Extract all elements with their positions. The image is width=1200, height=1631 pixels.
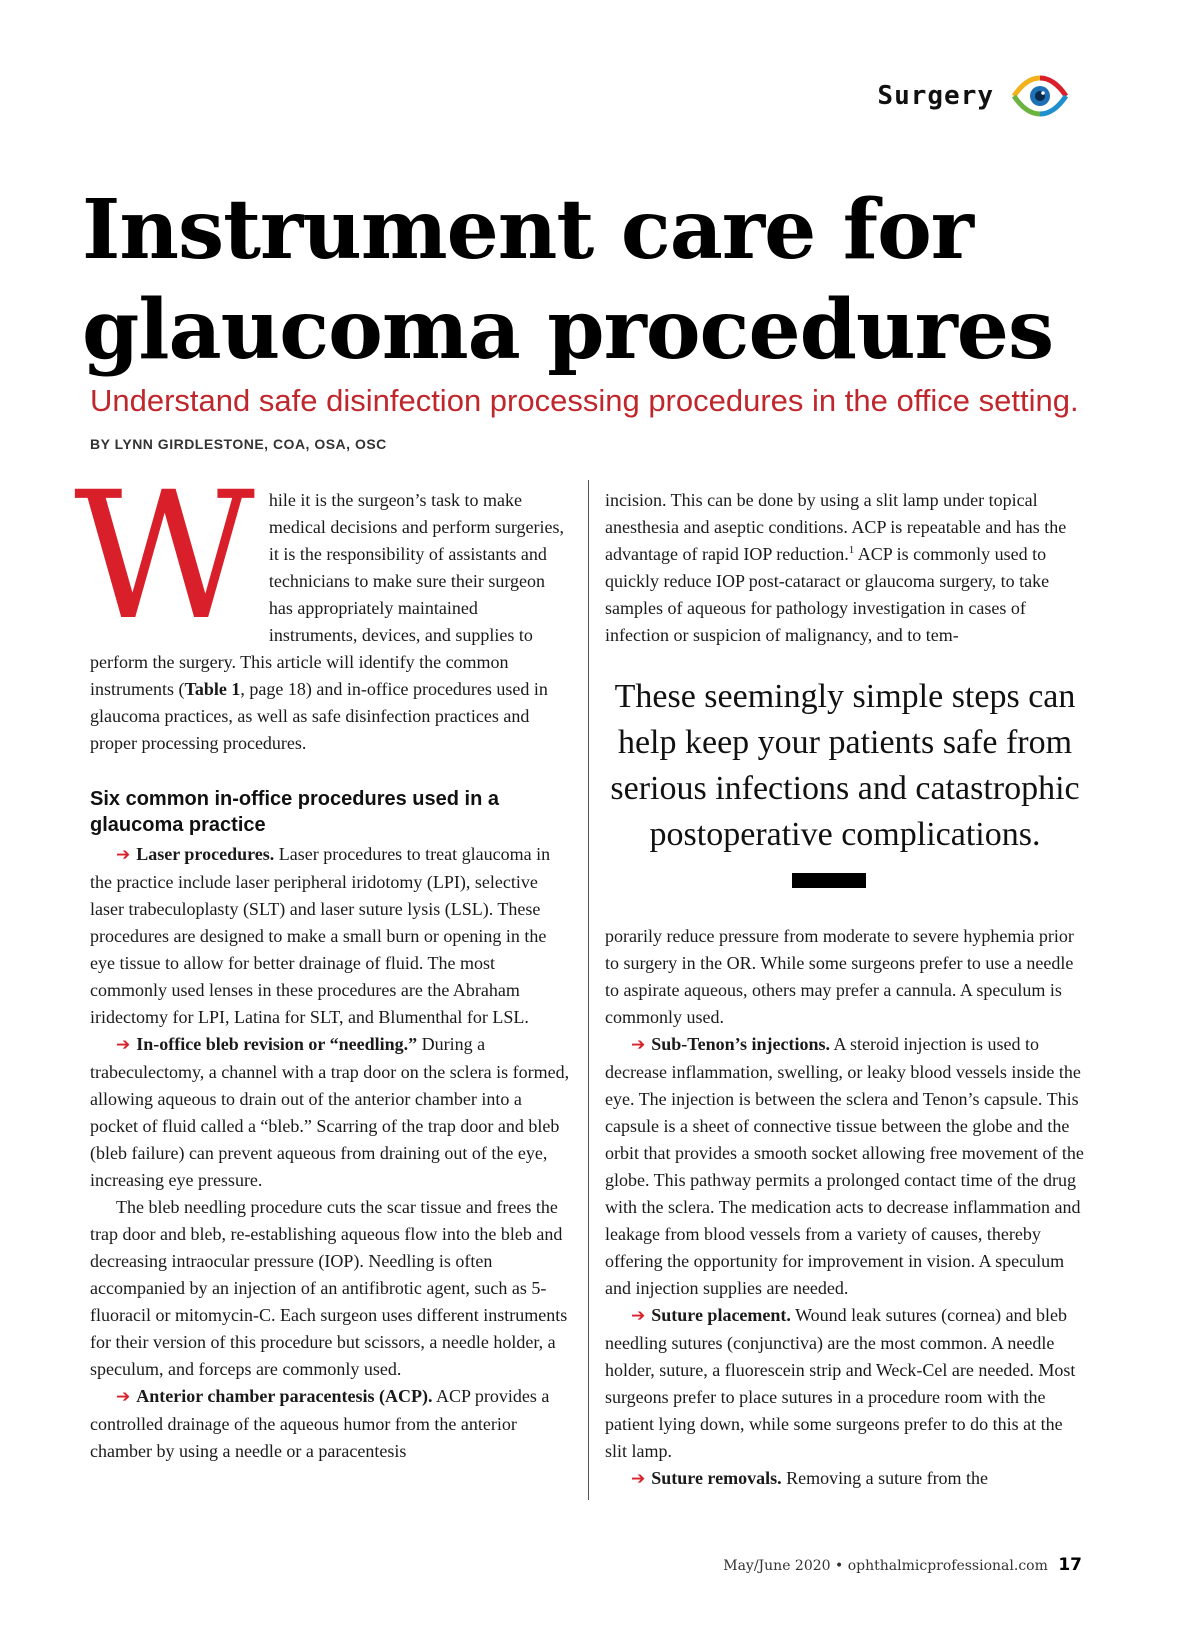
laser-paragraph xyxy=(90,841,570,1031)
laser-text: Laser procedures to treat glaucoma in the practice include laser peripheral iridotomy (LPI), selective laser trabeculoplasty (SLT) and laser suture lysis (LSL). These procedures are designed to make a small burn or opening in the eye tissue to allow for better drainage of fluid. The most commonly used lenses in these procedures are the Abraham iridectomy for LPI, Latina for SLT, and Blumenthal for LSL. xyxy=(90,844,551,1027)
drop-cap: W xyxy=(74,454,255,659)
suture-removal-paragraph xyxy=(605,1465,1085,1493)
column-divider xyxy=(588,480,589,1500)
suture-removal-lead: Suture removals. xyxy=(651,1468,782,1488)
arrow-bullet-icon: ➔ xyxy=(631,1035,646,1055)
table-reference: Table 1 xyxy=(184,679,241,699)
bleb-text: During a trabeculectomy, a channel with a trap door on the sclera is formed, allowing aqueous to drain out of the anterior chamber into a pocket of fluid called a “bleb.” Scarring of the trap door and bleb (bleb failure) can prevent aqueous from draining out of the eye, increasing eye pressure. xyxy=(90,1034,570,1190)
arrow-bullet-icon: ➔ xyxy=(116,1035,131,1055)
issue-date: May/June 2020 xyxy=(723,1558,831,1574)
subtenon-text: A steroid injection is used to decrease inflammation, swelling, or leaky blood vessels inside the eye. The injection is between the sclera and Tenon’s capsule. This capsule is a sheet of connective tissue between the globe and the orbit that provides a smooth socket allowing free movement of the globe. This pathway permits a prolonged contact time of the drug with the sclera. The medication acts to decrease inflammation and leakage from blood vessels from a variety of causes, thereby offering the opportunity for improvement in vision. A speculum and injection supplies are needed. xyxy=(605,1034,1084,1298)
acp-paragraph xyxy=(90,1383,570,1465)
pull-quote: These seemingly simple steps can help keep your patients safe from serious infections and catastrophic postoperative complications. xyxy=(610,678,1080,853)
subtenon-lead: Sub-Tenon’s injections. xyxy=(651,1034,830,1054)
section-subhead: Six common in-office procedures used in a glaucoma practice xyxy=(90,788,499,836)
article-subtitle: Understand safe disinfection processing procedures in the office setting. xyxy=(90,383,1079,418)
bleb-lead: In-office bleb revision or “needling.” xyxy=(136,1034,418,1054)
needling-paragraph: The bleb needling procedure cuts the scar tissue and frees the trap door and bleb, re-establishing aqueous flow into the bleb and decreasing intraocular pressure (IOP). Needling is often accompanied by an injection of an antifibrotic agent, such as 5-fluoracil or mitomycin-C. Each surgeon uses different instruments for their version of this procedure but scissors, a needle holder, a speculum, and forceps are commonly used. xyxy=(90,1197,568,1379)
laser-lead: Laser procedures. xyxy=(136,844,275,864)
arrow-bullet-icon: ➔ xyxy=(631,1306,646,1326)
intro-text-end: , page 18) and in-office procedures used in glaucoma practices, as well as safe disinfection practices and proper processing procedures. xyxy=(90,679,548,753)
section-label: Surgery xyxy=(877,81,994,111)
page-number: 17 xyxy=(1058,1555,1082,1575)
article-title: Instrument care for glaucoma procedures xyxy=(82,182,1054,378)
acp-final-paragraph: porarily reduce pressure from moderate to severe hyphemia prior to surgery in the OR. While some surgeons prefer to use a needle to aspirate aqueous, others may prefer a cannula. A speculum is commonly used. xyxy=(605,926,1074,1027)
right-column-top xyxy=(605,487,1085,649)
suture-placement-text: Wound leak sutures (cornea) and bleb needling sutures (conjunctiva) are the most common. A needle holder, suture, a fluorescein strip and Weck-Cel are needed. Most surgeons prefer to place sutures in a procedure room with the patient lying down, while some surgeons prefer to do this at the slit lamp. xyxy=(605,1305,1076,1461)
acp-continued-text-a: incision. This can be done by using a slit lamp under topical anesthesia and aseptic conditions. ACP is repeatable and has the advantage of rapid IOP reduction. xyxy=(605,490,1067,564)
acp-text: ACP provides a controlled drainage of the aqueous humor from the anterior chamber by using a needle or a paracentesis xyxy=(90,1386,550,1461)
bleb-paragraph xyxy=(90,1031,570,1194)
pull-quote-bar xyxy=(792,873,866,888)
eye-icon xyxy=(1008,72,1072,120)
acp-continued-paragraph xyxy=(605,487,1085,649)
arrow-bullet-icon: ➔ xyxy=(116,1387,131,1407)
footer-separator: • xyxy=(835,1558,844,1574)
suture-placement-lead: Suture placement. xyxy=(651,1305,791,1325)
suture-removal-text: Removing a suture from the xyxy=(781,1468,989,1488)
section-tag xyxy=(877,72,1072,120)
footnote-ref: 1 xyxy=(848,544,855,556)
acp-lead: Anterior chamber paracentesis (ACP). xyxy=(136,1386,433,1406)
intro-text: hile it is the surgeon’s task to make medical decisions and perform surgeries, it is the responsibility of assistants and technicians to make sure their surgeon has appropriately maintained instruments, devices, and supplies to perform the surgery. This article will identify the common instruments ( xyxy=(90,490,564,699)
subtenon-paragraph xyxy=(605,1031,1085,1302)
byline: BY LYNN GIRDLESTONE, COA, OSA, OSC xyxy=(90,436,387,452)
suture-placement-paragraph xyxy=(605,1302,1085,1465)
website: ophthalmicprofessional.com xyxy=(847,1558,1048,1574)
intro-paragraph xyxy=(74,454,570,757)
right-column-bottom xyxy=(605,923,1085,1493)
arrow-bullet-icon: ➔ xyxy=(631,1469,646,1489)
arrow-bullet-icon: ➔ xyxy=(116,845,131,865)
acp-continued-text-b: ACP is commonly used to quickly reduce IOP post-cataract or glaucoma surgery, to take samples of aqueous for pathology investigation in cases of infection or suspicion of malignancy, and to tem- xyxy=(605,544,1050,645)
left-column xyxy=(74,454,570,1465)
page-footer xyxy=(723,1555,1082,1575)
